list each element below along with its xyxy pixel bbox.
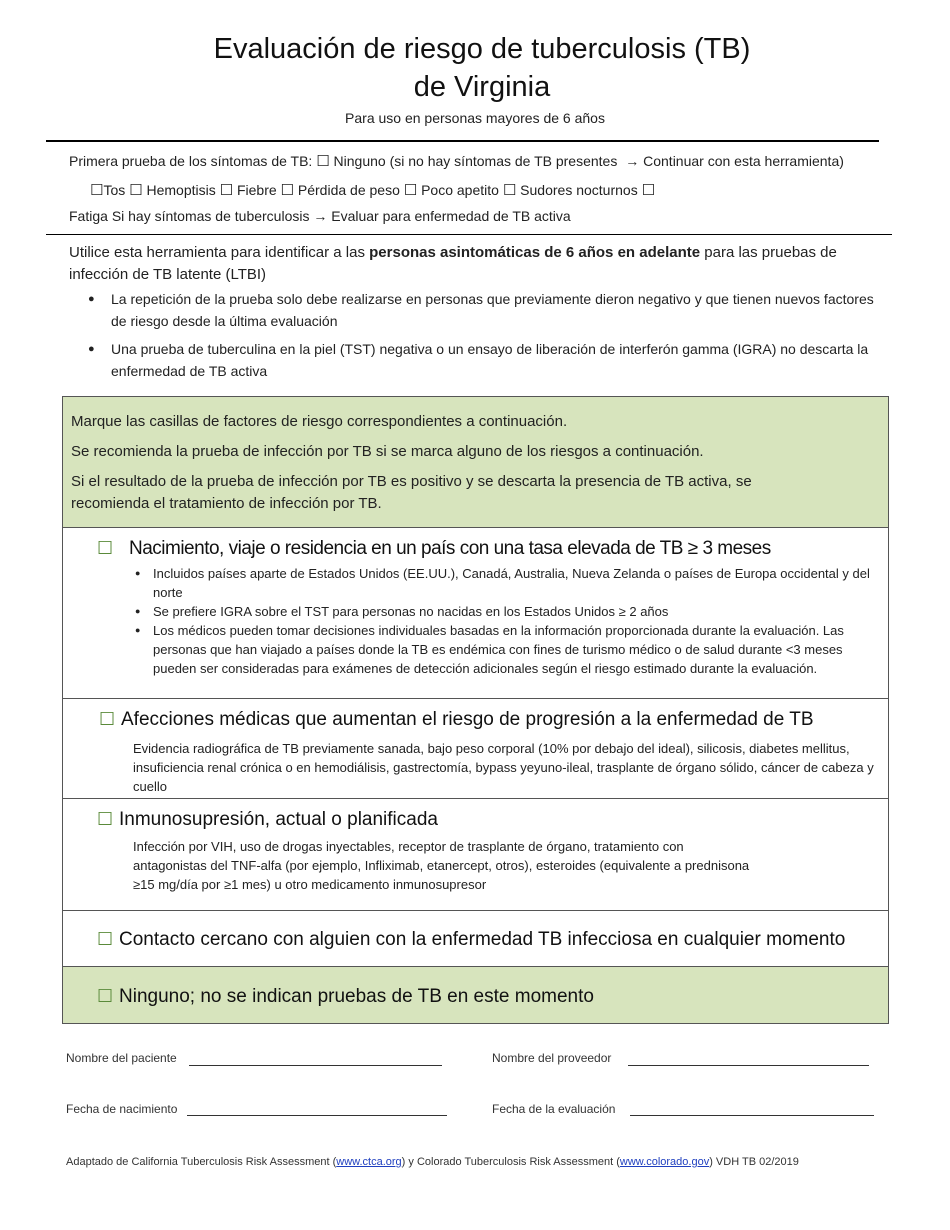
risk-title-immuno: Inmunosupresión, actual o planificada [119,809,438,830]
footer-text: Adaptado de California Tuberculosis Risk Assessment ( [66,1156,337,1168]
intro-bullet: ● Una prueba de tuberculina en la piel (TST) negativa o un ensayo de liberación de interferón gamma (IGRA) no descarta la enfermedad de TB activa [88,338,878,382]
risk-desc-immuno: Infección por VIH, uso de drogas inyectables, receptor de trasplante de órgano, tratamiento con antagonistas del TNF-alfa (por ejemplo, Infliximab, etanercept, otros), esteroides (equivalente a prednisona ≥15 mg/día por ≥1 mes) u otro medicamento inmunosupresor [133,839,750,892]
title-line-1: Evaluación de riesgo de tuberculosis (TB) [213,33,751,65]
symptom-hemoptysis: Hemoptisis [146,182,216,198]
symptom-fatigue: Fatiga [69,208,108,224]
checkbox-poor-appetite[interactable]: ☐ [403,182,418,199]
risk-title-medical: Afecciones médicas que aumentan el riesgo de progresión a la enfermedad de TB [121,709,814,730]
checkbox-none[interactable]: ☐ [316,153,330,170]
symptom-poor-appetite: Poco apetito [421,182,499,198]
checkbox-immuno[interactable]: ☐ [97,809,114,829]
risk-instructions [63,397,888,527]
intro-text-before: Utilice esta herramienta para identificar a las [69,244,370,261]
symptom-weight-loss: Pérdida de peso [297,182,400,198]
list-item: ● Incluidos países aparte de Estados Unidos (EE.UU.), Canadá, Australia, Nueva Zelanda o países de Europa occidental y del norte [135,564,875,602]
risk-title-none: Ninguno; no se indican pruebas de TB en este momento [119,986,594,1007]
document-title [0,30,950,106]
title-line-2: de Virginia [413,71,551,103]
checkbox-none-indicated[interactable]: ☐ [97,986,114,1006]
risk-row-none [63,966,888,1023]
colorado-link[interactable]: www.colorado.gov [619,1156,710,1168]
symptom-night-sweats: Sudores nocturnos [520,182,638,198]
continue-label: Continuar con esta herramienta) [643,153,844,169]
birth-date-label: Fecha de nacimiento [66,1102,178,1116]
patient-name-label: Nombre del paciente [66,1051,177,1065]
ctca-link[interactable]: www.ctca.org [336,1156,402,1168]
symptom-line-1 [69,152,844,170]
risk-title-contact: Contacto cercano con alguien con la enfermedad TB infecciosa en cualquier momento [119,929,846,950]
patient-name-field[interactable] [189,1065,442,1066]
subtitle: Para uso en personas mayores de 6 años [345,110,605,126]
intro-text-after: para las pruebas de infección de TB latente (LTBI) [69,244,837,283]
arrow-right-icon: → [313,208,328,224]
symptom-line-3 [69,208,571,224]
checkbox-birth-travel[interactable]: ☐ [97,538,114,558]
risk-factor-table [62,396,889,1024]
birth-date-field[interactable] [187,1115,447,1116]
symptom-present-text: Si hay síntomas de tuberculosis [111,208,310,224]
birth-travel-notes [135,564,875,678]
checkbox-cough[interactable]: ☐ [90,182,104,199]
footer-text: ) y Colorado Tuberculosis Risk Assessment ( [401,1156,620,1168]
header-divider [46,140,879,142]
checkbox-night-sweats[interactable]: ☐ [502,182,517,199]
checkbox-weight-loss[interactable]: ☐ [280,182,294,199]
intro-paragraph [69,242,869,286]
footer-text: ) VDH TB 02/2019 [709,1156,799,1168]
intro-bullet: ● La repetición de la prueba solo debe realizarse en personas que previamente dieron negativo y que tienen nuevos factores de riesgo desde la última evaluación [88,288,878,332]
eval-date-label: Fecha de la evaluación [492,1102,616,1116]
intro-text-bold: personas asintomáticas de 6 años en adelante [369,244,701,261]
risk-row-contact [63,910,888,966]
arrow-right-icon: → [625,153,640,169]
section-divider [46,234,892,235]
symptom-line-2 [90,181,655,199]
provider-name-label: Nombre del proveedor [492,1051,612,1065]
checkbox-contact[interactable]: ☐ [97,929,114,949]
eval-date-field[interactable] [630,1115,874,1116]
checkbox-fever[interactable]: ☐ [219,182,234,199]
checkbox-hemoptysis[interactable]: ☐ [129,182,143,199]
checkbox-medical[interactable]: ☐ [99,709,116,729]
risk-row-birth-travel [63,527,888,698]
checkbox-fatigue[interactable]: ☐ [641,182,656,199]
symptom-cough: Tos [103,182,126,198]
list-item: ● Los médicos pueden tomar decisiones individuales basadas en la información proporcionada durante la evaluación. Las personas que han viajado a países donde la TB es endémica con fines de turismo médico o de salud durante <3 meses pueden ser consideradas para exámenes de detección adicionales según el riesgo estimado durante la evaluación. [135,621,875,678]
symptom-fever: Fiebre [236,182,277,198]
instruction-line: Se recomienda la prueba de infección por TB si se marca alguno de los riesgos a continuación. [71,443,704,460]
risk-title-birth-travel: Nacimiento, viaje o residencia en un país con una tasa elevada de TB ≥ 3 meses [129,538,771,559]
intro-bullets [88,288,878,388]
symptom-lead: Primera prueba de los síntomas de TB: [69,153,313,169]
instruction-line: Si el resultado de la prueba de infección por TB es positivo y se descarta la presencia de TB activa, se recomienda el tratamiento de infección por TB. [71,473,752,512]
instruction-line: Marque las casillas de factores de riesgo correspondientes a continuación. [71,413,568,430]
evaluate-label: Evaluar para enfermedad de TB activa [331,208,571,224]
risk-row-medical [63,698,888,798]
provider-name-field[interactable] [628,1065,869,1066]
risk-row-immuno [63,798,888,910]
risk-desc-medical: Evidencia radiográfica de TB previamente sanada, bajo peso corporal (10% por debajo del ideal), silicosis, diabetes mellitus, insuficiencia renal crónica o en hemodiálisis, gastrectomía, bypass yeyuno-ileal, trasplante de órgano sólido, cáncer de cabeza y cuello [133,741,874,794]
footer-attribution [66,1156,799,1168]
list-item: ● Se prefiere IGRA sobre el TST para personas no nacidas en los Estados Unidos ≥ 2 años [135,602,875,621]
symptom-none-label: Ninguno (si no hay síntomas de TB presentes [333,153,618,169]
